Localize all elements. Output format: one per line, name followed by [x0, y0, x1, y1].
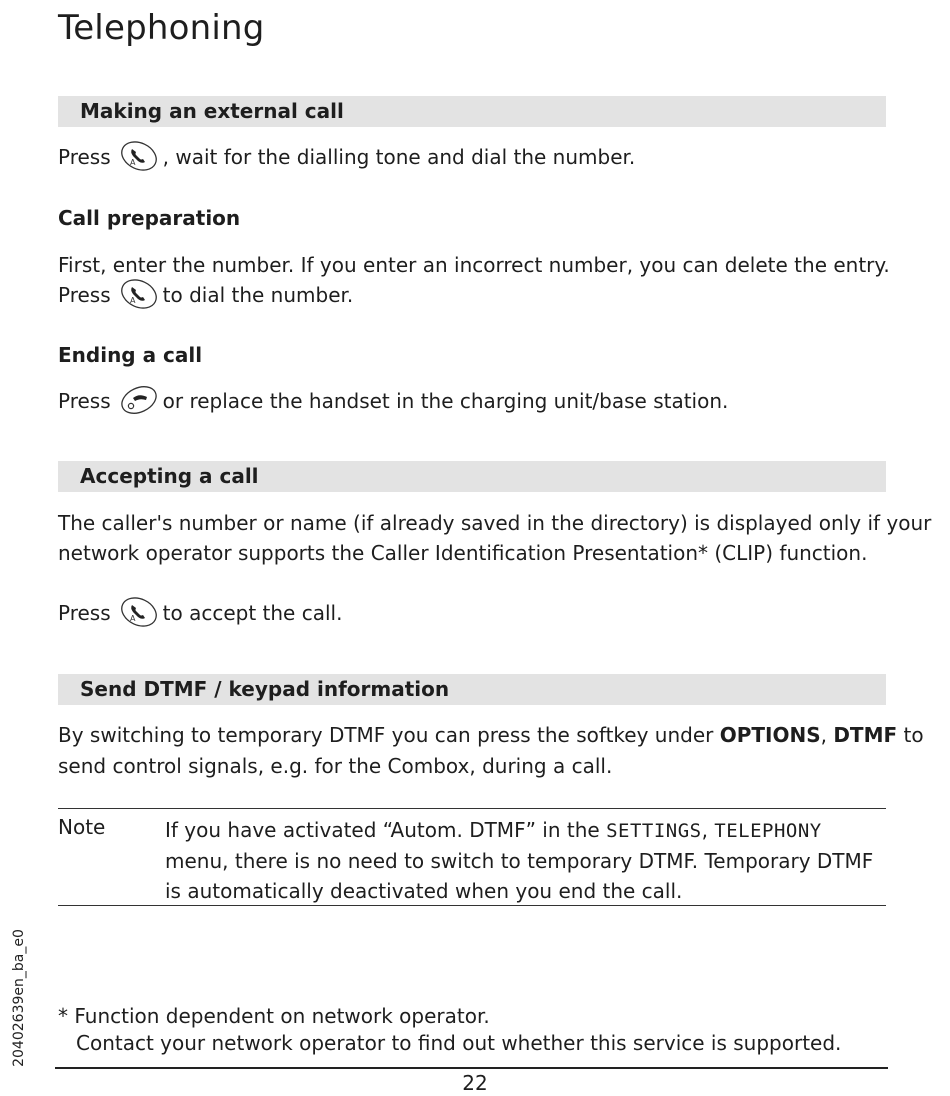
softkey-options-label: OPTIONS — [719, 723, 821, 747]
separator-text: , — [820, 723, 834, 747]
note-body — [165, 815, 885, 906]
note-top-rule — [58, 808, 886, 809]
document-code: 20402639en_ba_e0 — [10, 929, 27, 1067]
note-label: Note — [58, 815, 106, 839]
section-heading-dtmf — [58, 674, 886, 705]
subheading-call-preparation: Call preparation — [58, 206, 241, 230]
call-preparation-instruction — [58, 283, 353, 310]
instruction-text: to accept the call. — [162, 601, 343, 625]
page-title: Telephoning — [58, 8, 265, 48]
accept-line-1: The caller's number or name (if already saved in the directory) is displayed only if your — [58, 511, 932, 535]
instruction-text: or replace the handset in the charging unit/base station. — [162, 389, 729, 413]
talk-key-icon — [119, 140, 159, 172]
accept-instruction — [58, 601, 342, 628]
note-text: menu, there is no need to switch to temporary DTMF. Temporary DTMF is automatically deactivated when you end the call. — [165, 849, 874, 903]
svg-text:A: A — [129, 613, 136, 623]
call-preparation-line: First, enter the number. If you enter an incorrect number, you can delete the entry. — [58, 253, 890, 277]
page-number: 22 — [462, 1071, 488, 1095]
menu-settings-label: SETTINGS — [606, 820, 702, 842]
dtmf-text: By switching to temporary DTMF you can press the softkey under — [58, 723, 720, 747]
section-heading-external-call — [58, 96, 886, 127]
press-text: Press — [58, 145, 111, 169]
press-text: Press — [58, 283, 111, 307]
section-heading-label: Send DTMF / keypad information — [80, 677, 450, 701]
separator-text: , — [701, 818, 715, 842]
talk-key-icon — [119, 596, 159, 628]
dtmf-text: to — [897, 723, 924, 747]
footer-rule — [55, 1067, 888, 1069]
ending-call-instruction — [58, 389, 728, 416]
section-heading-accepting-call — [58, 461, 886, 492]
svg-text:A: A — [129, 295, 136, 305]
instruction-text: to dial the number. — [162, 283, 354, 307]
section-heading-label: Accepting a call — [80, 464, 259, 488]
accept-line-2: network operator supports the Caller Identification Presentation* (CLIP) function. — [58, 541, 868, 565]
press-text: Press — [58, 601, 111, 625]
external-call-instruction — [58, 145, 635, 172]
softkey-dtmf-label: DTMF — [833, 723, 898, 747]
talk-key-icon — [119, 278, 159, 310]
instruction-text: , wait for the dialling tone and dial the number. — [162, 145, 636, 169]
note-text: If you have activated “Autom. DTMF” in the — [165, 818, 607, 842]
press-text: Press — [58, 389, 111, 413]
dtmf-line-1 — [58, 723, 924, 747]
footnote-line-1: * Function dependent on network operator. — [58, 1004, 490, 1028]
svg-text:A: A — [129, 157, 136, 167]
menu-telephony-label: TELEPHONY — [714, 820, 822, 842]
note-bottom-rule — [58, 905, 886, 906]
end-key-icon — [119, 384, 159, 416]
footnote-line-2: Contact your network operator to find out whether this service is supported. — [76, 1031, 842, 1055]
dtmf-line-2: send control signals, e.g. for the Combox, during a call. — [58, 754, 613, 778]
section-heading-label: Making an external call — [80, 99, 344, 123]
subheading-ending-call: Ending a call — [58, 343, 203, 367]
